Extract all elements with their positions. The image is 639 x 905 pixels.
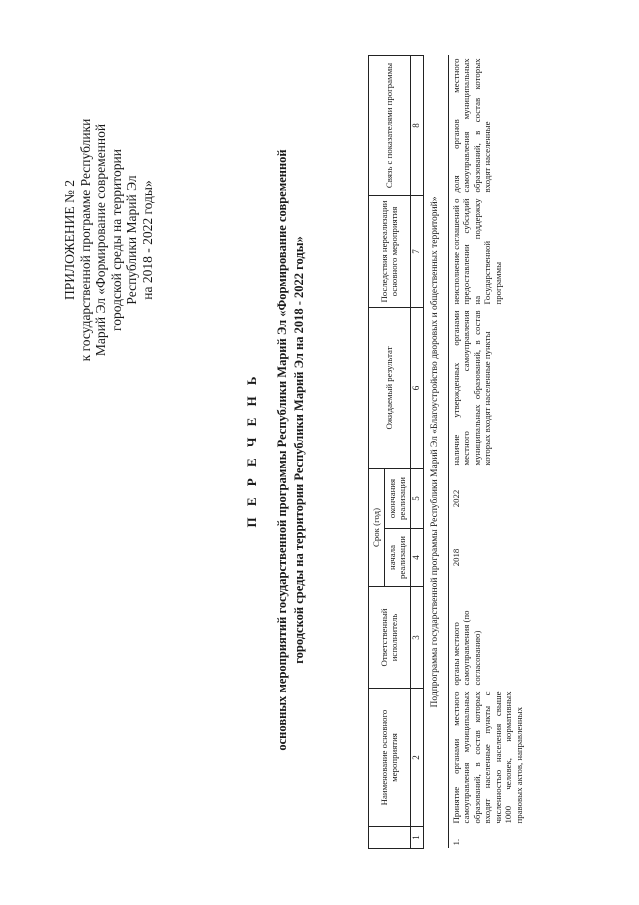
column-number: 2 bbox=[410, 689, 423, 827]
measures-table bbox=[368, 55, 563, 849]
appendix-line: ПРИЛОЖЕНИЕ № 2 bbox=[62, 179, 77, 301]
column-number: 5 bbox=[410, 468, 423, 528]
column-number: 4 bbox=[410, 529, 423, 587]
column-number: 7 bbox=[410, 195, 423, 307]
row-name: Принятие органами местного самоуправления муниципальных образований, в состав которых входят населенные пункты с численностью населения свыше 1000 человек, нормативных правовых актов, направленных bbox=[450, 691, 524, 824]
appendix-line: на 2018 - 2022 годы» bbox=[139, 180, 155, 300]
header-row bbox=[369, 55, 385, 848]
table-row bbox=[448, 55, 563, 848]
column-number: 1 bbox=[410, 827, 423, 849]
appendix-block bbox=[62, 90, 155, 390]
appendix-line: Марий Эл «Формирование современной bbox=[93, 123, 108, 357]
row-result: наличие утвержденных органами местного самоуправления муниципальных образований, в состав которых входят населенные пункты bbox=[450, 310, 492, 466]
heading-word: П Е Р Е Ч Е Н Ь bbox=[244, 372, 259, 528]
appendix-line: к государственной программе Республики bbox=[77, 118, 93, 362]
row-num: 1. bbox=[450, 838, 461, 846]
heading-line-1: основных мероприятий государственной программы Республики Марий Эл «Формирование современной bbox=[275, 149, 289, 751]
column-number: 8 bbox=[410, 55, 423, 195]
header-consequences: Последствия нереализации основного мероприятия bbox=[369, 195, 411, 307]
header-executor: Ответственный исполнитель bbox=[369, 587, 411, 689]
row-consequences: неисполнение соглашений о предоставлении субсидий на поддержку Государственной программы bbox=[450, 198, 503, 305]
row-executor: органы местного самоуправления (по согласованию) bbox=[450, 610, 482, 686]
header-link: Связь с показателями программы bbox=[369, 55, 411, 195]
row-end: 2022 bbox=[450, 489, 461, 508]
header-num bbox=[369, 827, 411, 849]
header-result: Ожидаемый результат bbox=[369, 307, 411, 468]
column-number: 3 bbox=[410, 587, 423, 689]
subprogram-row bbox=[423, 55, 448, 848]
subprogram-title: Подпрограмма государственной программы Республики Марий Эл «Благоустройство дворовых и общественных территорий» bbox=[423, 55, 448, 848]
document-heading bbox=[244, 35, 308, 865]
row-start: 2018 bbox=[450, 548, 461, 567]
header-start: начала реализации bbox=[384, 529, 410, 587]
header-end: окончания реализации bbox=[384, 468, 410, 528]
column-number: 6 bbox=[410, 307, 423, 468]
header-name: Наименование основного мероприятия bbox=[369, 689, 411, 827]
header-term: Срок (год) bbox=[369, 468, 385, 586]
appendix-line: Республики Марий Эл bbox=[124, 175, 139, 305]
appendix-line: городской среды на территории bbox=[108, 149, 124, 331]
column-number-row bbox=[410, 55, 423, 848]
row-link: доля органов местного самоуправления муниципальных образований, в состав которых входят населенные bbox=[450, 58, 492, 193]
heading-line-2: городской среды на территории Республики Марий Эл на 2018 - 2022 годы» bbox=[292, 236, 306, 664]
